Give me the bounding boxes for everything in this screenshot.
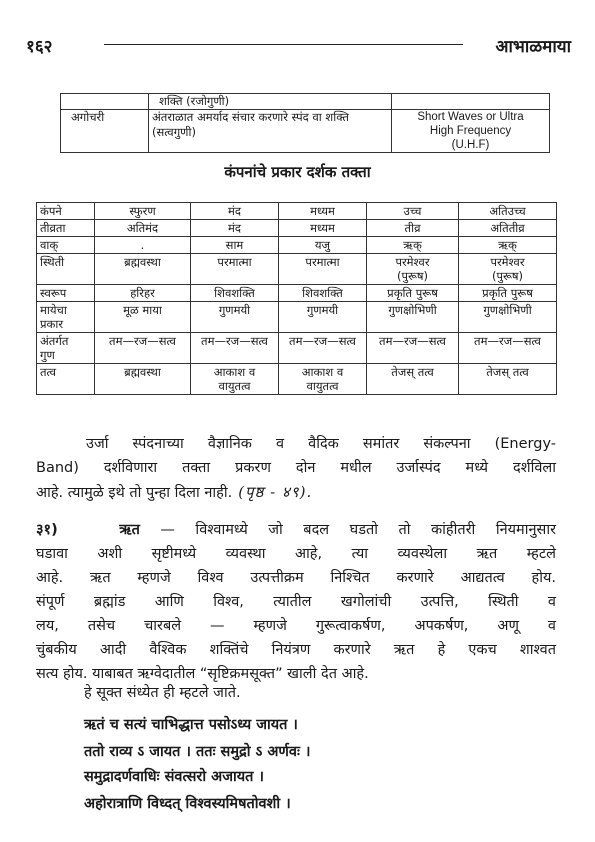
- text-line: Band) दर्शविणारा तक्ता प्रकरण दोन मधील उर्जास्पंद मध्ये दर्शविला: [36, 460, 556, 476]
- cell-line: वायुतत्व: [306, 379, 339, 393]
- table-row: [37, 237, 557, 254]
- table-cell: तम—रज—सत्व: [191, 333, 279, 364]
- table-cell: परमात्मा: [279, 254, 367, 285]
- table-row: [37, 254, 557, 285]
- table-cell: अंतराळात अमर्याद संचार करणारे स्पंद वा शक्ति (सत्वगुणी): [149, 110, 392, 153]
- table-cell: शिवशक्ति: [279, 285, 367, 302]
- section-term: ऋत: [119, 522, 140, 538]
- text-line: [36, 518, 556, 542]
- text-line: आहे. त्यामुळे इथे तो पुन्हा दिला नाही.: [36, 485, 233, 501]
- table-cell: ब्रह्मवस्था: [95, 254, 191, 285]
- cell-line: High Frequency: [429, 125, 512, 137]
- text-line: उर्जा स्पंदनाच्या वैज्ञानिक व वैदिक समांतर संकल्पना (Energy-: [86, 436, 556, 452]
- row-header: तत्व: [37, 364, 95, 395]
- table-cell: तम—रज—सत्व: [95, 333, 191, 364]
- row-header: स्थिती: [37, 254, 95, 285]
- text-line: संपूर्ण ब्रह्मांड आणि विश्व, त्यातील खगोलांची उत्पत्ति, स्थिती व: [36, 594, 556, 610]
- running-title: आभाळमाया: [495, 37, 571, 57]
- table-cell: गुणमयी: [279, 302, 367, 333]
- cell-line: प्रकार: [40, 317, 64, 331]
- table-row: [37, 285, 557, 302]
- table-cell: ऋक्: [459, 237, 557, 254]
- text-line: आहे. ऋत म्हणजे विश्व उत्पत्तीक्रम निश्चित करणारे आद्यतत्व होय.: [36, 570, 556, 586]
- table-cell: हरिहर: [95, 285, 191, 302]
- table-cell: ब्रह्मवस्था: [95, 364, 191, 395]
- text-line: चुंबकीय आदी वैश्विक शक्तिंचे नियंत्रण करणारे ऋत हे एकच शाश्वत: [36, 642, 556, 658]
- text-line: घडावा अशी सृष्टीमध्ये व्यवस्था आहे, त्या व्यवस्थेला ऋत म्हटले: [36, 546, 556, 562]
- cell-line: आकाश व: [301, 365, 344, 379]
- table-row: [37, 364, 557, 395]
- table-cell: [279, 364, 367, 395]
- table-title: कंपनांचे प्रकार दर्शक तक्ता: [224, 163, 371, 181]
- header-rule: [104, 44, 463, 45]
- row-header: स्वरूप: [37, 285, 95, 302]
- table-cell: मंद: [191, 203, 279, 220]
- table-cell: .: [95, 237, 191, 254]
- row-header: कंपने: [37, 203, 95, 220]
- table-cell: मूळ माया: [95, 302, 191, 333]
- page-number: १६२: [26, 37, 53, 57]
- table-cell: प्रकृति पुरूष: [459, 285, 557, 302]
- vibration-table: [36, 202, 557, 395]
- verse-line: ऋतं च सत्यं चाभिद्धात्त पसोऽध्य जायत ।: [84, 717, 298, 733]
- table-cell: स्फुरण: [95, 203, 191, 220]
- table-cell: तेजस् तत्व: [367, 364, 459, 395]
- table-row: [61, 94, 550, 110]
- sukta-intro: हे सूक्त संध्येत ही म्हटले जाते.: [84, 685, 241, 701]
- table-cell: शिवशक्ति: [191, 285, 279, 302]
- verse-line: समुद्रादर्णवाधिः संवत्सरो अजायत ।: [84, 769, 264, 785]
- verse-line: अहोरात्राणि विध्दत् विश्वस्यमिषतोवशी ।: [84, 796, 291, 812]
- cell-line: मायेचा: [40, 303, 67, 317]
- section-number: ३१): [36, 522, 58, 538]
- table-row: [37, 333, 557, 364]
- table-cell: अगोचरी: [61, 110, 149, 153]
- table-row: [61, 110, 550, 153]
- table-cell: गुणक्षोभिणी: [459, 302, 557, 333]
- table-cell: गुणमयी: [191, 302, 279, 333]
- cell-line: वायुतत्व: [218, 379, 251, 393]
- table-row: [37, 203, 557, 220]
- cell-line: परमेश्वर: [395, 255, 430, 269]
- table-cell: मध्यम: [279, 220, 367, 237]
- table-row: [37, 302, 557, 333]
- cell-line: (पुरूष): [491, 269, 524, 283]
- cell-line: (पुरूष): [396, 269, 429, 283]
- row-header: तीव्रता: [37, 220, 95, 237]
- cell-line: गुण: [40, 348, 55, 362]
- table-cell: तम—रज—सत्व: [459, 333, 557, 364]
- table-cell: प्रकृति पुरूष: [367, 285, 459, 302]
- top-table: [60, 93, 550, 153]
- table-cell: अतितीव्र: [459, 220, 557, 237]
- cell-line: (U.H.F): [451, 139, 490, 151]
- row-header: [37, 333, 95, 364]
- table-cell: शक्ति (रजोगुणी): [149, 94, 392, 110]
- table-cell: [392, 94, 550, 110]
- table-cell: तम—रज—सत्व: [367, 333, 459, 364]
- row-header: [37, 302, 95, 333]
- table-cell: तीव्र: [367, 220, 459, 237]
- table-cell: अतिमंद: [95, 220, 191, 237]
- table-cell: अतिउच्च: [459, 203, 557, 220]
- table-cell: [61, 94, 149, 110]
- table-cell: [191, 364, 279, 395]
- table-cell: परमात्मा: [191, 254, 279, 285]
- section-31-paragraph: [36, 518, 556, 686]
- table-cell: ऋक्: [367, 237, 459, 254]
- text-line: लय, तसेच चारबले — म्हणजे गुरूत्वाकर्षण, अपकर्षण, अणू व: [36, 618, 556, 634]
- verse-line: ततो राव्य ऽ जायत । ततः समुद्रो ऽ अर्णवः ।: [84, 744, 311, 760]
- table-cell: तम—रज—सत्व: [279, 333, 367, 364]
- text-line: सत्य होय. याबाबत ऋग्वेदातील “सृष्टिक्रमसूक्त” खाली देत आहे.: [36, 666, 369, 682]
- table-cell: तेजस् तत्व: [459, 364, 557, 395]
- table-row: [37, 220, 557, 237]
- table-cell: यजु: [279, 237, 367, 254]
- handwritten-note: (पृष्ठ - ४९).: [238, 483, 313, 501]
- page-header: [26, 34, 571, 57]
- table-cell: [392, 110, 550, 153]
- table-cell: [367, 254, 459, 285]
- cell-line: परमेश्वर: [490, 255, 525, 269]
- row-header: वाक्: [37, 237, 95, 254]
- table-cell: साम: [191, 237, 279, 254]
- table-cell: मंद: [191, 220, 279, 237]
- table-cell: मध्यम: [279, 203, 367, 220]
- text-line: — विश्वामध्ये जो बदल घडतो तो कांहीतरी नियमानुसार: [160, 522, 557, 538]
- table-cell: [459, 254, 557, 285]
- cell-line: आकाश व: [213, 365, 256, 379]
- cell-line: Short Waves or Ultra: [417, 111, 524, 123]
- cell-line: अंतर्गत: [40, 334, 69, 348]
- table-cell: उच्च: [367, 203, 459, 220]
- table-cell: गुणक्षोभिणी: [367, 302, 459, 333]
- paragraph-energy-band: [36, 432, 556, 505]
